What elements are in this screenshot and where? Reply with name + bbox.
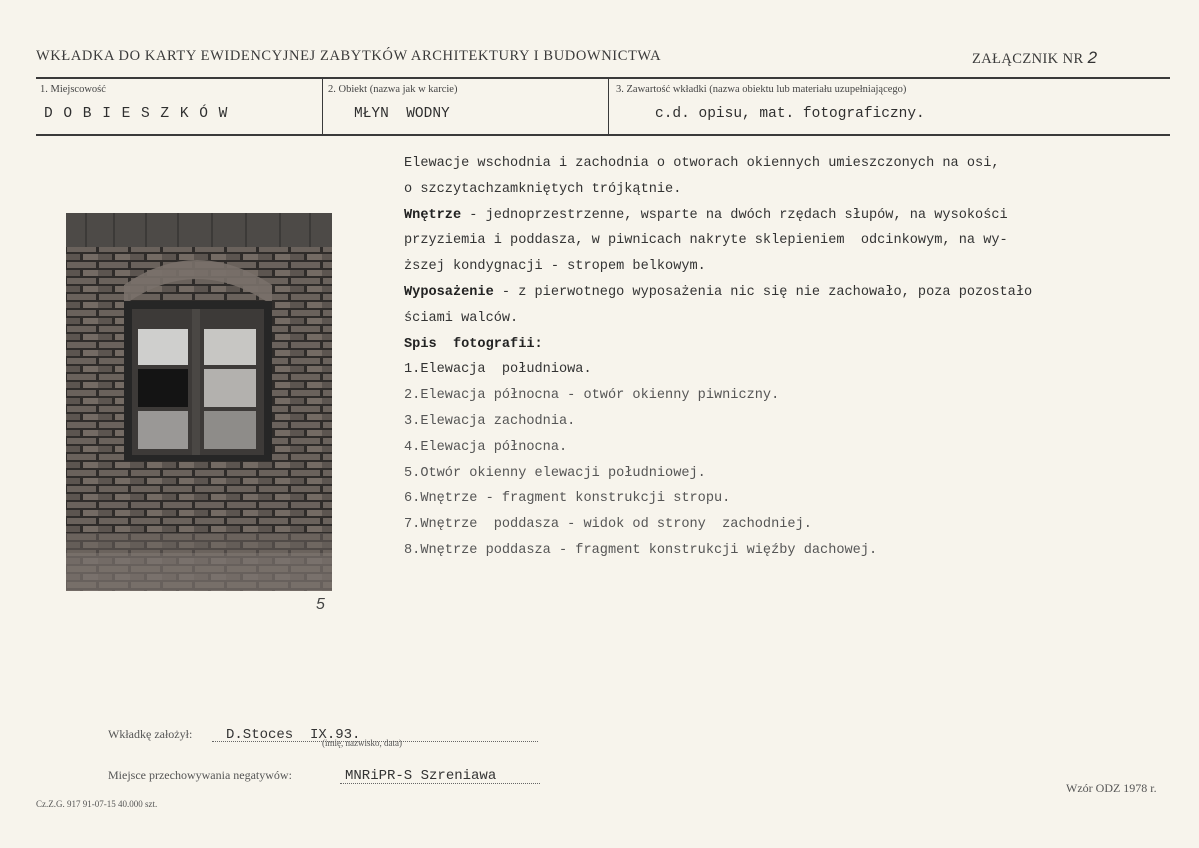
field-divider-1	[322, 79, 323, 135]
card-title: WKŁADKA DO KARTY EWIDENCYJNEJ ZABYTKÓW ARCHITEKTURY I BUDOWNICTWA	[36, 48, 662, 64]
photo-list-item: 2.Elewacja północna - otwór okienny piwniczny.	[404, 388, 780, 404]
photo-list-title	[404, 332, 1184, 358]
print-info: Cz.Z.G. 917 91-07-15 40.000 szt.	[36, 799, 158, 809]
place-label: 1. Miejscowość	[40, 84, 106, 95]
place-value: D O B I E S Z K Ó W	[44, 106, 229, 122]
author-value: D.Stoces IX.93.	[226, 727, 361, 743]
header-rule-top	[36, 77, 1170, 79]
content-value: c.d. opisu, mat. fotograficzny.	[655, 106, 925, 122]
desc-p3-l1	[404, 280, 1184, 306]
furnishing-text: - z pierwotnego wyposażenia nic się nie zachowało, poza pozostało	[493, 284, 1033, 300]
object-value: MŁYN WODNY	[354, 106, 450, 122]
photo-list-item: 8.Wnętrze poddasza - fragment konstrukcji więźby dachowej.	[404, 542, 878, 558]
attachment-number	[972, 48, 1097, 68]
object-label: 2. Obiekt (nazwa jak w karcie)	[328, 84, 458, 95]
attachment-label: ZAŁĄCZNIK NR	[972, 51, 1084, 67]
storage-line	[340, 783, 540, 784]
window-photo	[66, 213, 332, 591]
photo-list-item: 7.Wnętrze poddasza - widok od strony zachodniej.	[404, 517, 812, 533]
field-divider-2	[608, 79, 609, 135]
storage-value: MNRiPR-S Szreniawa	[345, 768, 497, 784]
photo-list-title-text: Spis fotografii:	[404, 336, 543, 352]
desc-p1-l2: o szczytachzamkniętych trójkątnie.	[404, 181, 682, 197]
desc-p2-l1	[404, 203, 1184, 229]
furnishing-heading: Wyposażenie	[404, 284, 494, 300]
template-info: Wzór ODZ 1978 r.	[1066, 781, 1157, 795]
photo-list-item: 5.Otwór okienny elewacji południowej.	[404, 465, 706, 481]
author-label: Wkładkę założył:	[108, 727, 193, 741]
photo-list-item: 6.Wnętrze - fragment konstrukcji stropu.	[404, 491, 731, 507]
desc-p2-l3: ższej kondygnacji - stropem belkowym.	[404, 259, 706, 275]
header-rule-bottom	[36, 134, 1170, 136]
storage-label: Miejsce przechowywania negatywów:	[108, 768, 292, 782]
content-label: 3. Zawartość wkładki (nazwa obiektu lub materiału uzupełniającego)	[616, 84, 907, 95]
interior-heading: Wnętrze	[404, 207, 462, 223]
photo-list-item: 3.Elewacja zachodnia.	[404, 413, 576, 429]
desc-p3-l2: ściami walców.	[404, 310, 519, 326]
photo-list-item: 4.Elewacja północna.	[404, 439, 568, 455]
photo-list-item: 1.Elewacja południowa.	[404, 362, 592, 378]
photo-number: 5	[316, 596, 325, 613]
description-text	[404, 151, 1184, 564]
interior-text: - jednoprzestrzenne, wsparte na dwóch rzędach słupów, na wysokości	[461, 207, 1008, 223]
window-photo-image	[66, 213, 332, 591]
attachment-number-value: 2	[1087, 48, 1098, 67]
desc-p2-l2: przyziemia i poddasza, w piwnicach nakryte sklepieniem odcinkowym, na wy-	[404, 233, 1008, 249]
desc-p1-l1: Elewacje wschodnia i zachodnia o otworach okiennych umieszczonych na osi,	[404, 156, 1000, 171]
author-hint: (imię, nazwisko, data)	[322, 738, 402, 748]
